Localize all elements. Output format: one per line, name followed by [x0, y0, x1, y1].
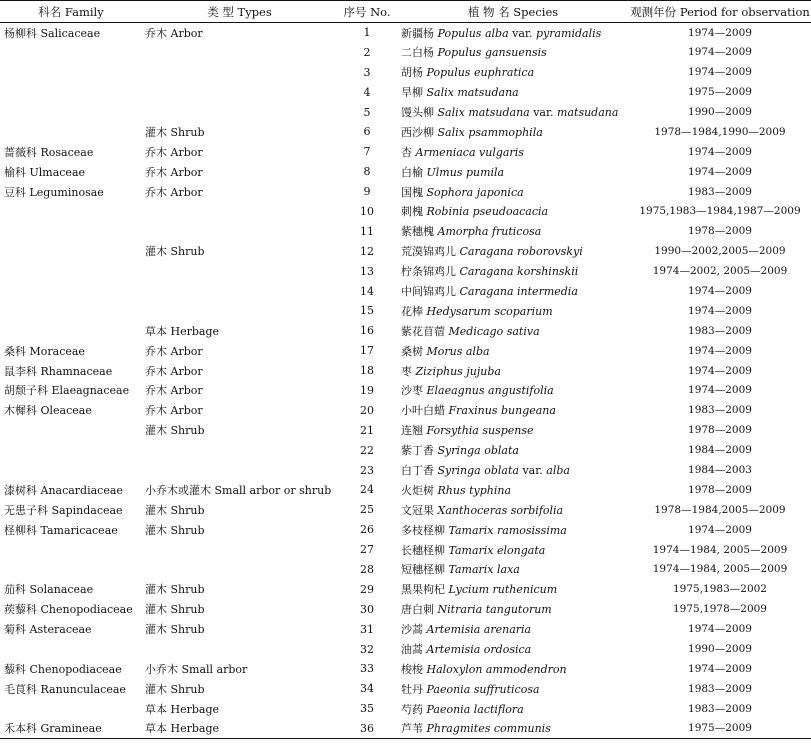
- species-chinese-name: 紫丁香: [401, 444, 434, 458]
- number-cell: 5: [363, 105, 371, 119]
- number-cell: 29: [360, 582, 374, 596]
- number-cell: 22: [360, 443, 374, 457]
- species-cell: [397, 540, 629, 560]
- table-row: [0, 241, 811, 261]
- species-cell: [397, 599, 629, 619]
- number-cell: 8: [363, 165, 371, 179]
- family-cell: [0, 102, 142, 122]
- table-row: [0, 341, 811, 361]
- type-cell: [142, 460, 337, 480]
- species-latin-name: Elaeagnus angustifolia: [426, 384, 554, 398]
- species-cell: [397, 62, 629, 82]
- table-row: [0, 162, 811, 182]
- species-chinese-name: 多枝柽柳: [401, 523, 445, 537]
- table-row: [0, 460, 811, 480]
- species-latin-name: Paeonia suffruticosa: [426, 682, 540, 696]
- table-row: [0, 102, 811, 122]
- period-cell: 1990—2009: [688, 106, 752, 118]
- table-row: [0, 440, 811, 460]
- species-chinese-name: 杏: [401, 145, 412, 159]
- species-chinese-name: 芦苇: [401, 722, 423, 736]
- type-cell: 乔木 Arbor: [145, 404, 203, 418]
- family-cell: [0, 321, 142, 341]
- species-latin-name: Armeniaca vulgaris: [415, 145, 524, 159]
- period-cell: 1974—2009: [688, 523, 752, 536]
- species-latin-name: Salix matsudana var. matsudana: [437, 106, 619, 119]
- number-cell: 14: [360, 284, 374, 298]
- species-cell: [397, 560, 629, 580]
- species-latin-name: Lycium ruthenicum: [448, 583, 558, 597]
- species-latin-name: Caragana intermedia: [459, 285, 578, 299]
- species-cell: [397, 699, 629, 719]
- family-cell: 无患子科 Sapindaceae: [4, 503, 123, 517]
- number-cell: 1: [363, 26, 371, 40]
- species-latin-name: Ulmus pumila: [426, 165, 505, 179]
- period-cell: 1978—1984,1990—2009: [654, 125, 786, 138]
- species-chinese-name: 旱柳: [401, 86, 423, 100]
- species-chinese-name: 沙蒿: [401, 623, 423, 637]
- number-cell: 31: [360, 622, 374, 636]
- type-cell: 乔木 Arbor: [145, 165, 203, 179]
- species-chinese-name: 油蒿: [401, 643, 423, 657]
- period-cell: 1974—2009: [688, 364, 752, 377]
- table-row: [0, 142, 811, 162]
- type-cell: 灌木 Shrub: [145, 682, 205, 696]
- header-period: 观测年份 Period for observation: [629, 1, 811, 23]
- family-cell: [0, 82, 142, 102]
- type-cell: [142, 639, 337, 659]
- table-row: [0, 520, 811, 540]
- family-cell: [0, 560, 142, 580]
- species-chinese-name: 沙枣: [401, 384, 423, 398]
- period-cell: 1978—2009: [688, 483, 752, 496]
- species-cell: [397, 102, 629, 122]
- type-cell: [142, 202, 337, 222]
- type-cell: [142, 281, 337, 301]
- table-row: [0, 500, 811, 520]
- number-cell: 12: [360, 244, 374, 258]
- species-cell: [397, 480, 629, 500]
- species-chinese-name: 芍药: [401, 702, 423, 716]
- table-row: [0, 719, 811, 739]
- number-cell: 23: [360, 463, 374, 477]
- period-cell: 1974—2009: [688, 26, 752, 39]
- type-cell: 灌木 Shrub: [145, 125, 205, 139]
- period-cell: 1974—2009: [688, 344, 752, 357]
- species-chinese-name: 二白杨: [401, 46, 434, 60]
- species-cell: [397, 301, 629, 321]
- species-cell: [397, 520, 629, 540]
- table-row: [0, 699, 811, 719]
- number-cell: 16: [360, 324, 374, 338]
- species-chinese-name: 刺槐: [401, 205, 423, 219]
- species-latin-name: Tamarix elongata: [448, 543, 546, 557]
- type-cell: 灌木 Shrub: [145, 245, 205, 259]
- family-cell: [0, 202, 142, 222]
- number-cell: 21: [360, 423, 374, 437]
- type-cell: 草本 Herbage: [145, 702, 220, 716]
- species-latin-name: Fraxinus bungeana: [448, 404, 556, 418]
- family-cell: 杨柳科 Salicaceae: [4, 26, 101, 40]
- type-cell: [142, 301, 337, 321]
- species-latin-name: Morus alba: [426, 344, 490, 358]
- family-cell: 茄科 Solanaceae: [4, 583, 94, 597]
- species-chinese-name: 西沙柳: [401, 125, 434, 139]
- species-cell: [397, 440, 629, 460]
- family-cell: 漆树科 Anacardiaceae: [4, 483, 123, 497]
- family-cell: 榆科 Ulmaceae: [4, 165, 86, 179]
- table-row: [0, 182, 811, 202]
- species-cell: [397, 281, 629, 301]
- species-chinese-name: 连翘: [401, 424, 423, 438]
- period-cell: 1974—2002, 2005—2009: [652, 265, 788, 278]
- family-cell: 禾本科 Gramineae: [0, 719, 142, 739]
- number-cell: 25: [360, 503, 374, 517]
- number-cell: 15: [360, 304, 374, 318]
- type-cell: [142, 62, 337, 82]
- species-chinese-name: 牡丹: [401, 682, 423, 696]
- family-cell: [0, 42, 142, 62]
- period-cell: 1984—2003: [688, 464, 752, 477]
- type-cell: 乔木 Arbor: [145, 26, 203, 40]
- family-cell: [0, 122, 142, 142]
- table-body: [0, 23, 811, 739]
- period-cell: 1978—1984,2005—2009: [654, 503, 786, 516]
- type-cell: [142, 102, 337, 122]
- period-cell: 1975,1978—2009: [672, 603, 767, 616]
- species-chinese-name: 枣: [401, 364, 412, 378]
- species-cell: [397, 321, 629, 341]
- period-cell: 1983—2009: [688, 702, 752, 715]
- species-chinese-name: 小叶白蜡: [401, 404, 445, 418]
- header-no: 序号 No.: [337, 1, 397, 23]
- type-cell: [142, 440, 337, 460]
- number-cell: 4: [363, 85, 371, 99]
- period-cell: 1975,1983—1984,1987—2009: [639, 205, 801, 218]
- type-cell: 乔木 Arbor: [145, 344, 203, 358]
- table-row: [0, 321, 811, 341]
- number-cell: 26: [360, 523, 374, 537]
- species-latin-name: Amorpha fruticosa: [437, 225, 542, 239]
- family-cell: [0, 221, 142, 241]
- species-chinese-name: 中间锦鸡儿: [401, 285, 456, 299]
- species-cell: [397, 221, 629, 241]
- type-cell: 灌木 Shrub: [145, 523, 205, 537]
- species-cell: [397, 381, 629, 401]
- period-cell: 1990—2009: [688, 643, 752, 656]
- species-cell: [397, 182, 629, 202]
- period-cell: 1974—2009: [688, 623, 752, 636]
- species-chinese-name: 柠条锦鸡儿: [401, 265, 456, 279]
- species-chinese-name: 国槐: [401, 185, 423, 199]
- species-latin-name: Salix matsudana: [426, 86, 519, 100]
- period-cell: 1974—2009: [688, 285, 752, 298]
- period-cell: 1984—2009: [688, 444, 752, 457]
- species-cell: [397, 659, 629, 679]
- family-cell: 藜科 Chenopodiaceae: [4, 662, 122, 676]
- species-latin-name: Populus euphratica: [426, 66, 535, 80]
- species-chinese-name: 荒漠锦鸡儿: [401, 245, 456, 259]
- species-cell: [397, 23, 629, 43]
- species-latin-name: Rhus typhina: [437, 483, 512, 497]
- type-cell: 灌木 Shrub: [145, 603, 205, 617]
- species-chinese-name: 黑果枸杞: [401, 583, 445, 597]
- header-row: [0, 1, 811, 23]
- species-cell: [397, 719, 629, 739]
- species-chinese-name: 火炬树: [401, 483, 434, 497]
- species-chinese-name: 长穗柽柳: [401, 543, 445, 557]
- family-cell: 豆科 Leguminosae: [4, 185, 104, 199]
- period-cell: 1974—1984, 2005—2009: [652, 543, 788, 556]
- period-cell: 1983—2009: [688, 324, 752, 337]
- period-cell: 1974—2009: [688, 46, 752, 59]
- species-cell: [397, 82, 629, 102]
- species-chinese-name: 短穗柽柳: [401, 563, 445, 577]
- table-row: [0, 619, 811, 639]
- type-cell: [142, 560, 337, 580]
- number-cell: 24: [360, 483, 374, 497]
- species-latin-name: Tamarix ramosissima: [448, 523, 567, 537]
- period-cell: 1983—2009: [688, 682, 752, 695]
- species-latin-name: Salix psammophila: [437, 125, 543, 139]
- species-chinese-name: 新疆杨: [401, 26, 434, 40]
- family-cell: [0, 440, 142, 460]
- type-cell: 乔木 Arbor: [145, 384, 203, 398]
- type-cell: 乔木 Arbor: [145, 145, 203, 159]
- number-cell: 27: [360, 543, 374, 557]
- table-row: [0, 23, 811, 43]
- table-row: [0, 42, 811, 62]
- species-chinese-name: 白丁香: [401, 464, 434, 478]
- species-chinese-name: 紫花苜蓿: [401, 324, 445, 338]
- number-cell: 18: [360, 364, 374, 378]
- family-cell: [0, 281, 142, 301]
- number-cell: 9: [363, 185, 371, 199]
- period-cell: 1974—1984, 2005—2009: [652, 563, 788, 576]
- species-cell: [397, 361, 629, 381]
- period-cell: 1978—2009: [688, 225, 752, 238]
- number-cell: 10: [360, 204, 374, 218]
- number-cell: 36: [337, 719, 397, 739]
- table-row: [0, 301, 811, 321]
- family-cell: [0, 62, 142, 82]
- number-cell: 3: [363, 65, 371, 79]
- family-cell: 桑科 Moraceae: [4, 344, 85, 358]
- table-row: [0, 420, 811, 440]
- species-latin-name: Nitraria tangutorum: [437, 603, 552, 617]
- type-cell: [142, 82, 337, 102]
- period-cell: 1974—2009: [688, 165, 752, 178]
- species-latin-name: Populus gansuensis: [437, 46, 547, 60]
- table-row: [0, 381, 811, 401]
- table-row: [0, 82, 811, 102]
- header-family: 科名 Family: [0, 1, 142, 23]
- type-cell: 草本 Herbage: [142, 719, 337, 739]
- species-chinese-name: 唐白刺: [401, 603, 434, 617]
- period-cell: 1983—2009: [688, 185, 752, 198]
- type-cell: [142, 261, 337, 281]
- type-cell: 乔木 Arbor: [145, 185, 203, 199]
- species-latin-name: Haloxylon ammodendron: [426, 662, 567, 676]
- family-cell: 蔷薇科 Rosaceae: [4, 145, 94, 159]
- table-row: [0, 62, 811, 82]
- species-cell: [397, 202, 629, 222]
- period-cell: 1975—2009: [688, 86, 752, 99]
- table-row: [0, 361, 811, 381]
- family-cell: 毛茛科 Ranunculaceae: [4, 682, 126, 696]
- family-cell: [0, 420, 142, 440]
- species-latin-name: Phragmites communis: [426, 722, 551, 736]
- table-row: [0, 540, 811, 560]
- species-latin-name: Populus alba var. pyramidalis: [437, 26, 602, 40]
- species-cell: [397, 162, 629, 182]
- species-chinese-name: 紫穗槐: [401, 225, 434, 239]
- table-row: [0, 679, 811, 699]
- family-cell: [0, 540, 142, 560]
- species-cell: [397, 142, 629, 162]
- species-latin-name: Forsythia suspense: [426, 424, 534, 438]
- table-row: [0, 202, 811, 222]
- species-latin-name: Hedysarum scoparium: [426, 304, 553, 318]
- period-cell: 1974—2009: [688, 662, 752, 675]
- period-cell: 1975—2009: [629, 719, 811, 739]
- table-row: [0, 480, 811, 500]
- species-cell: [397, 122, 629, 142]
- species-latin-name: Caragana korshinskii: [459, 265, 579, 279]
- number-cell: 30: [360, 602, 374, 616]
- family-cell: 木樨科 Oleaceae: [4, 404, 92, 418]
- number-cell: 28: [360, 562, 374, 576]
- species-cell: [397, 261, 629, 281]
- family-cell: 柽柳科 Tamaricaceae: [4, 523, 118, 537]
- period-cell: 1974—2009: [688, 304, 752, 317]
- number-cell: 6: [363, 125, 371, 139]
- number-cell: 2: [363, 45, 371, 59]
- species-chinese-name: 梭梭: [401, 662, 423, 676]
- species-cell: [397, 500, 629, 520]
- table-row: [0, 560, 811, 580]
- number-cell: 34: [360, 682, 374, 696]
- number-cell: 32: [360, 642, 374, 656]
- type-cell: 小乔木或灌木 Small arbor or shrub: [145, 483, 332, 497]
- species-latin-name: Paeonia lactiflora: [426, 702, 524, 716]
- species-latin-name: Syringa oblata: [437, 444, 519, 458]
- species-latin-name: Caragana roborovskyi: [459, 245, 583, 259]
- period-cell: 1983—2009: [688, 404, 752, 417]
- species-latin-name: Xanthoceras sorbifolia: [437, 503, 564, 517]
- family-cell: 鼠李科 Rhamnaceae: [4, 364, 113, 378]
- family-cell: [0, 699, 142, 719]
- table-row: [0, 281, 811, 301]
- table-row: [0, 221, 811, 241]
- species-chinese-name: 胡杨: [401, 66, 423, 80]
- table-row: [0, 579, 811, 599]
- number-cell: 19: [360, 383, 374, 397]
- family-cell: 蒺藜科 Chenopodiaceae: [4, 603, 133, 617]
- header-species: 植 物 名 Species: [397, 1, 629, 23]
- species-chinese-name: 白榆: [401, 165, 423, 179]
- type-cell: 灌木 Shrub: [145, 623, 205, 637]
- period-cell: 1990—2002,2005—2009: [654, 245, 786, 258]
- type-cell: [142, 42, 337, 62]
- number-cell: 11: [360, 224, 374, 238]
- species-latin-name: Syringa oblata var. alba: [437, 464, 570, 478]
- number-cell: 20: [360, 403, 374, 417]
- type-cell: [142, 540, 337, 560]
- family-cell: [0, 301, 142, 321]
- period-cell: 1974—2009: [688, 384, 752, 397]
- family-cell: 菊科 Asteraceae: [4, 623, 92, 637]
- period-cell: 1974—2009: [688, 66, 752, 79]
- number-cell: 7: [363, 145, 371, 159]
- species-latin-name: Artemisia ordosica: [426, 643, 532, 657]
- species-cell: [397, 241, 629, 261]
- family-cell: 胡颓子科 Elaeagnaceae: [4, 384, 130, 398]
- period-cell: 1978—2009: [688, 424, 752, 437]
- type-cell: [142, 221, 337, 241]
- family-cell: [0, 241, 142, 261]
- type-cell: 灌木 Shrub: [145, 503, 205, 517]
- species-chinese-name: 花棒: [401, 304, 423, 318]
- species-latin-name: Artemisia arenaria: [426, 623, 532, 637]
- species-cell: [397, 420, 629, 440]
- species-chinese-name: 桑树: [401, 344, 423, 358]
- species-latin-name: Medicago sativa: [448, 324, 540, 338]
- table-row: [0, 261, 811, 281]
- species-cell: [397, 400, 629, 420]
- family-cell: [0, 261, 142, 281]
- species-cell: [397, 341, 629, 361]
- number-cell: 17: [360, 344, 374, 358]
- species-chinese-name: 文冠果: [401, 503, 434, 517]
- type-cell: 灌木 Shrub: [145, 424, 205, 438]
- table-row: [0, 400, 811, 420]
- table-row: [0, 122, 811, 142]
- species-cell: [397, 639, 629, 659]
- period-cell: 1974—2009: [688, 145, 752, 158]
- species-latin-name: Ziziphus jujuba: [415, 364, 501, 378]
- number-cell: 13: [360, 264, 374, 278]
- number-cell: 35: [360, 702, 374, 716]
- family-cell: [0, 639, 142, 659]
- table-row: [0, 599, 811, 619]
- species-cell: [397, 679, 629, 699]
- type-cell: 小乔木 Small arbor: [145, 662, 248, 676]
- species-chinese-name: 馒头柳: [401, 106, 434, 119]
- family-cell: [0, 460, 142, 480]
- table-row: [0, 659, 811, 679]
- type-cell: 草本 Herbage: [145, 324, 220, 338]
- species-cell: [397, 619, 629, 639]
- species-latin-name: Sophora japonica: [426, 185, 524, 199]
- species-cell: [397, 42, 629, 62]
- type-cell: 乔木 Arbor: [145, 364, 203, 378]
- species-latin-name: Tamarix laxa: [448, 563, 520, 577]
- table-row: [0, 639, 811, 659]
- header-type: 类 型 Types: [142, 1, 337, 23]
- species-cell: [397, 579, 629, 599]
- type-cell: 灌木 Shrub: [145, 583, 205, 597]
- species-cell: [397, 460, 629, 480]
- species-latin-name: Robinia pseudoacacia: [426, 205, 549, 219]
- number-cell: 33: [360, 662, 374, 676]
- period-cell: 1975,1983—2002: [672, 583, 767, 596]
